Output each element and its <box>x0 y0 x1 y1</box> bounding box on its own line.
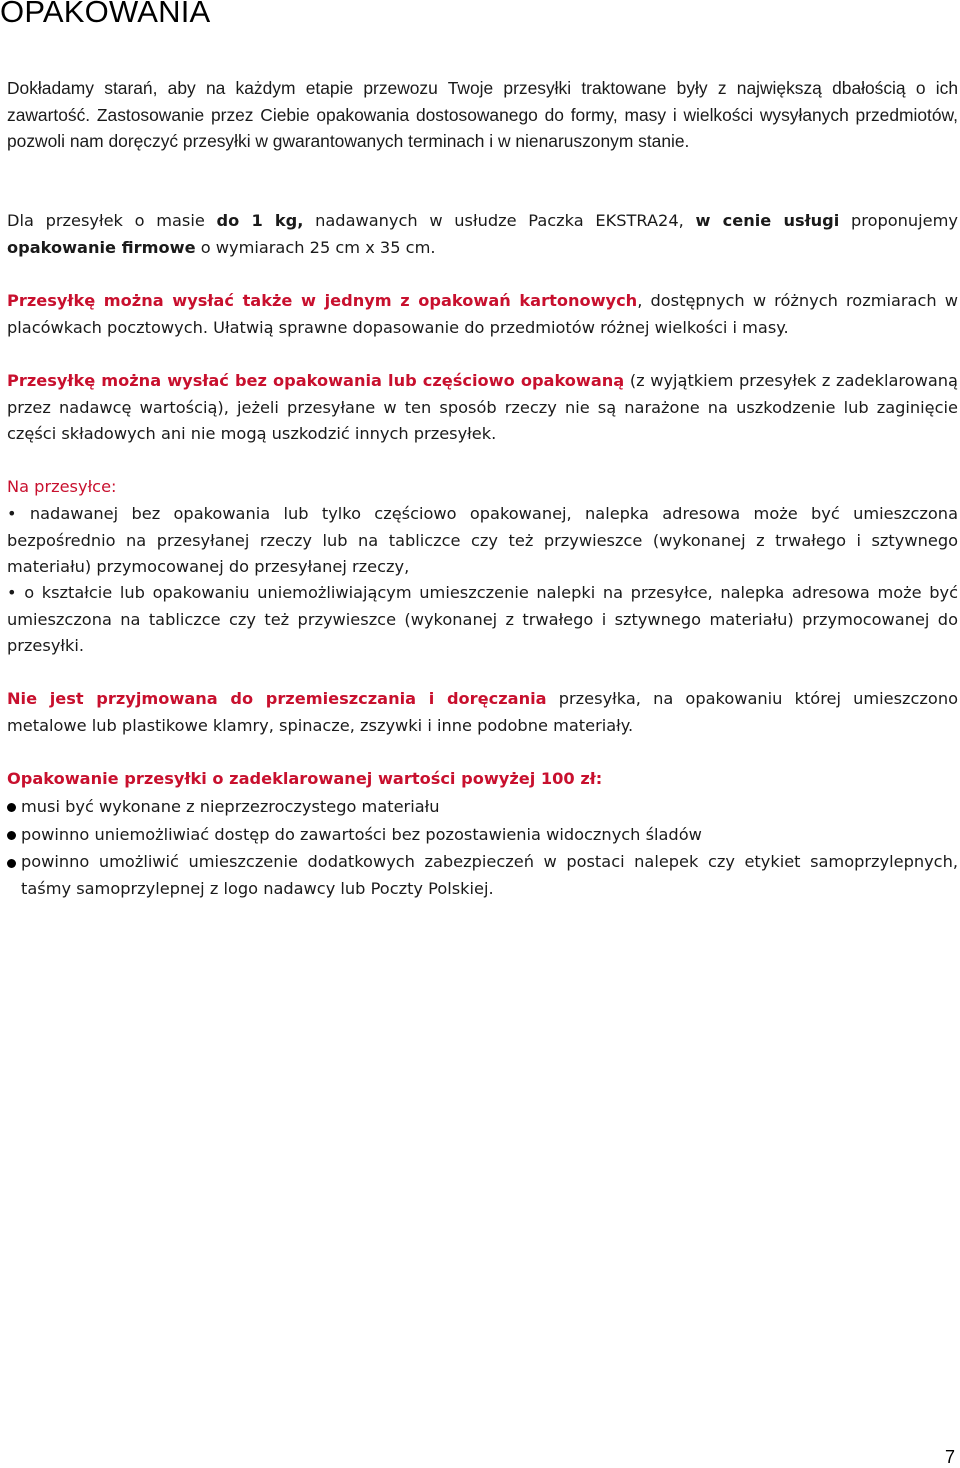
on-parcel-heading: Na przesyłce: <box>7 477 117 496</box>
list-item <box>7 793 958 821</box>
text-span: , dostępnych w różnych rozmiarach w placówkach pocztowych. Ułatwią sprawne dopasowanie do przedmiotów różnej wielkości i masy. <box>7 291 958 337</box>
text-span: nadawanych w usłudze Paczka EKSTRA24, <box>303 211 696 230</box>
unpacked-paragraph <box>7 368 958 448</box>
in-price-text: w cenie usługi <box>695 211 840 230</box>
page-number: 7 <box>944 1447 955 1467</box>
text-span: przesyłka, na opakowaniu której umieszczono metalowe lub plastikowe klamry, spinacze, zszywki i inne podobne materiały. <box>7 689 959 735</box>
list-item <box>7 821 958 849</box>
text-span: o wymiarach 25 cm x 35 cm. <box>195 237 436 257</box>
cardboard-paragraph <box>7 288 958 341</box>
on-parcel-item-1: • nadawanej bez opakowania lub tylko częściowo opakowanej, nalepka adresowa może być umieszczona bezpośrednio na przesyłanej rzeczy lub na tabliczce czy też przywieszce (wykonanej z trwałego i sztywnego materiału) przymocowanej do przesyłanej rzeczy, <box>7 504 958 576</box>
not-accepted-highlight: Nie jest przyjmowana do przemieszczania i doręczania <box>7 689 547 708</box>
bullet-icon <box>7 831 16 840</box>
list-item-text: powinno umożliwić umieszczenie dodatkowych zabezpieczeń w postaci nalepek czy etykiet samoprzylepnych, taśmy samoprzylepnej z logo nadawcy lub Poczty Polskiej. <box>21 852 958 898</box>
text-span: proponujemy <box>839 211 958 230</box>
page-title: OPAKOWANIA <box>0 0 211 29</box>
text-span: (z wyjątkiem przesyłek z zadeklarowaną przez nadawcę wartością), jeżeli przesyłane w ten sposób rzeczy nie są narażone na uszkodzenie lub zaginięcie części składowych ani nie mogą uszkodzić innych przesyłek. <box>7 371 958 443</box>
intro-paragraph: Dokładamy starań, aby na każdym etapie przewozu Twoje przesyłki traktowane były z największą dbałością o ich zawartość. Zastosowanie przez Ciebie opakowania dostosowanego do formy, masy i wielkości wysyłanych przedmiotów, pozwoli nam doręczyć przesyłki w gwarantowanych terminach i w nienaruszonym stanie. <box>7 78 958 151</box>
company-packaging-text: opakowanie firmowe <box>7 237 196 257</box>
list-item-text: musi być wykonane z nieprzezroczystego materiału <box>21 797 440 816</box>
unpacked-highlight: Przesyłkę można wysłać bez opakowania lub częściowo opakowaną <box>7 371 625 390</box>
list-item <box>7 849 958 902</box>
list-item-text: powinno uniemożliwiać dostęp do zawartości bez pozostawienia widocznych śladów <box>21 825 702 844</box>
bullet-icon <box>7 859 16 868</box>
light-package-paragraph <box>7 208 958 261</box>
not-accepted-paragraph <box>7 686 958 739</box>
weight-limit-text: do 1 kg, <box>216 211 304 230</box>
declared-value-list <box>7 793 958 902</box>
text-span: Dla przesyłek o masie <box>7 211 217 230</box>
cardboard-highlight: Przesyłkę można wysłać także w jednym z opakowań kartonowych <box>7 291 638 310</box>
bullet-icon <box>7 803 16 812</box>
on-parcel-item-2: • o kształcie lub opakowaniu uniemożliwiającym umieszczenie nalepki na przesyłce, nalepka adresowa może być umieszczona na tabliczce czy też przywieszce (wykonanej z trwałego i sztywnego materiału) przymocowanej do przesyłki. <box>7 583 958 655</box>
declared-value-heading: Opakowanie przesyłki o zadeklarowanej wartości powyżej 100 zł: <box>7 769 603 788</box>
